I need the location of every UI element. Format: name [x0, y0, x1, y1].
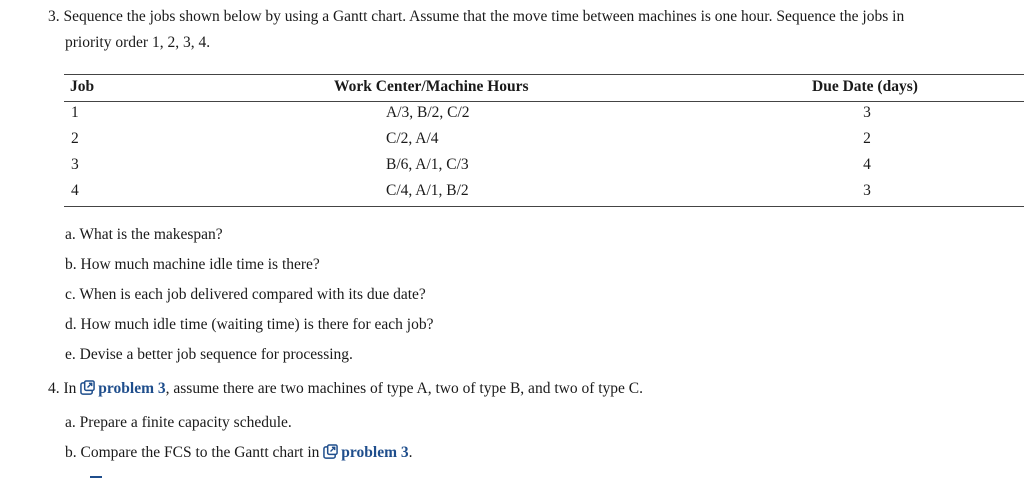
cell-work-center: A/3, B/2, C/2 — [386, 104, 470, 121]
table-header-rule — [64, 101, 1024, 102]
problem-4-prefix: 4. In — [48, 380, 77, 397]
problem-4-b-prefix: b. Compare the FCS to the Gantt chart in — [65, 444, 320, 461]
table-top-rule — [64, 74, 1024, 75]
problem-4-suffix: , assume there are two machines of type A, two of type B, and two of type C. — [165, 380, 643, 397]
table-row — [64, 130, 1024, 156]
problem-4-b-suffix: . — [408, 444, 413, 461]
table-row — [64, 104, 1024, 130]
cell-work-center: C/4, A/1, B/2 — [386, 182, 469, 199]
table-bottom-rule — [64, 206, 1024, 207]
problem-3-link[interactable] — [323, 444, 408, 461]
question-d: d. How much idle time (waiting time) is there for each job? — [65, 316, 434, 333]
cell-work-center: C/2, A/4 — [386, 130, 439, 147]
cut-off-link-fragment — [90, 476, 102, 478]
cell-due-date: 3 — [863, 182, 871, 199]
table-row — [64, 156, 1024, 182]
problem-3-line-2: priority order 1, 2, 3, 4. — [65, 34, 211, 51]
problem-3-line-1: 3. Sequence the jobs shown below by using a Gantt chart. Assume that the move time between machines is one hour. Sequence the jobs in — [48, 8, 905, 25]
cell-job: 1 — [71, 104, 79, 121]
question-e: e. Devise a better job sequence for processing. — [65, 346, 353, 363]
question-a: a. What is the makespan? — [65, 226, 223, 243]
cell-due-date: 4 — [863, 156, 871, 173]
question-b: b. How much machine idle time is there? — [65, 256, 320, 273]
question-c: c. When is each job delivered compared with its due date? — [65, 286, 426, 303]
cell-job: 3 — [71, 156, 79, 173]
table-row — [64, 182, 1024, 208]
cell-work-center: B/6, A/1, C/3 — [386, 156, 469, 173]
problem-3-link-text[interactable]: problem 3 — [98, 380, 166, 397]
cell-due-date: 3 — [863, 104, 871, 121]
problem-4-question-a: a. Prepare a finite capacity schedule. — [65, 414, 292, 431]
cell-due-date: 2 — [863, 130, 871, 147]
problem-4-question-b — [65, 444, 413, 462]
cell-job: 4 — [71, 182, 79, 199]
problem-3-link-text[interactable]: problem 3 — [341, 444, 409, 461]
problem-3-link[interactable] — [80, 380, 165, 397]
header-job: Job — [70, 78, 95, 95]
problem-4-line — [48, 380, 643, 398]
header-due-date: Due Date (days) — [812, 78, 918, 95]
external-link-icon — [80, 380, 95, 395]
external-link-icon — [323, 444, 338, 459]
header-work-center: Work Center/Machine Hours — [334, 78, 529, 95]
cell-job: 2 — [71, 130, 79, 147]
